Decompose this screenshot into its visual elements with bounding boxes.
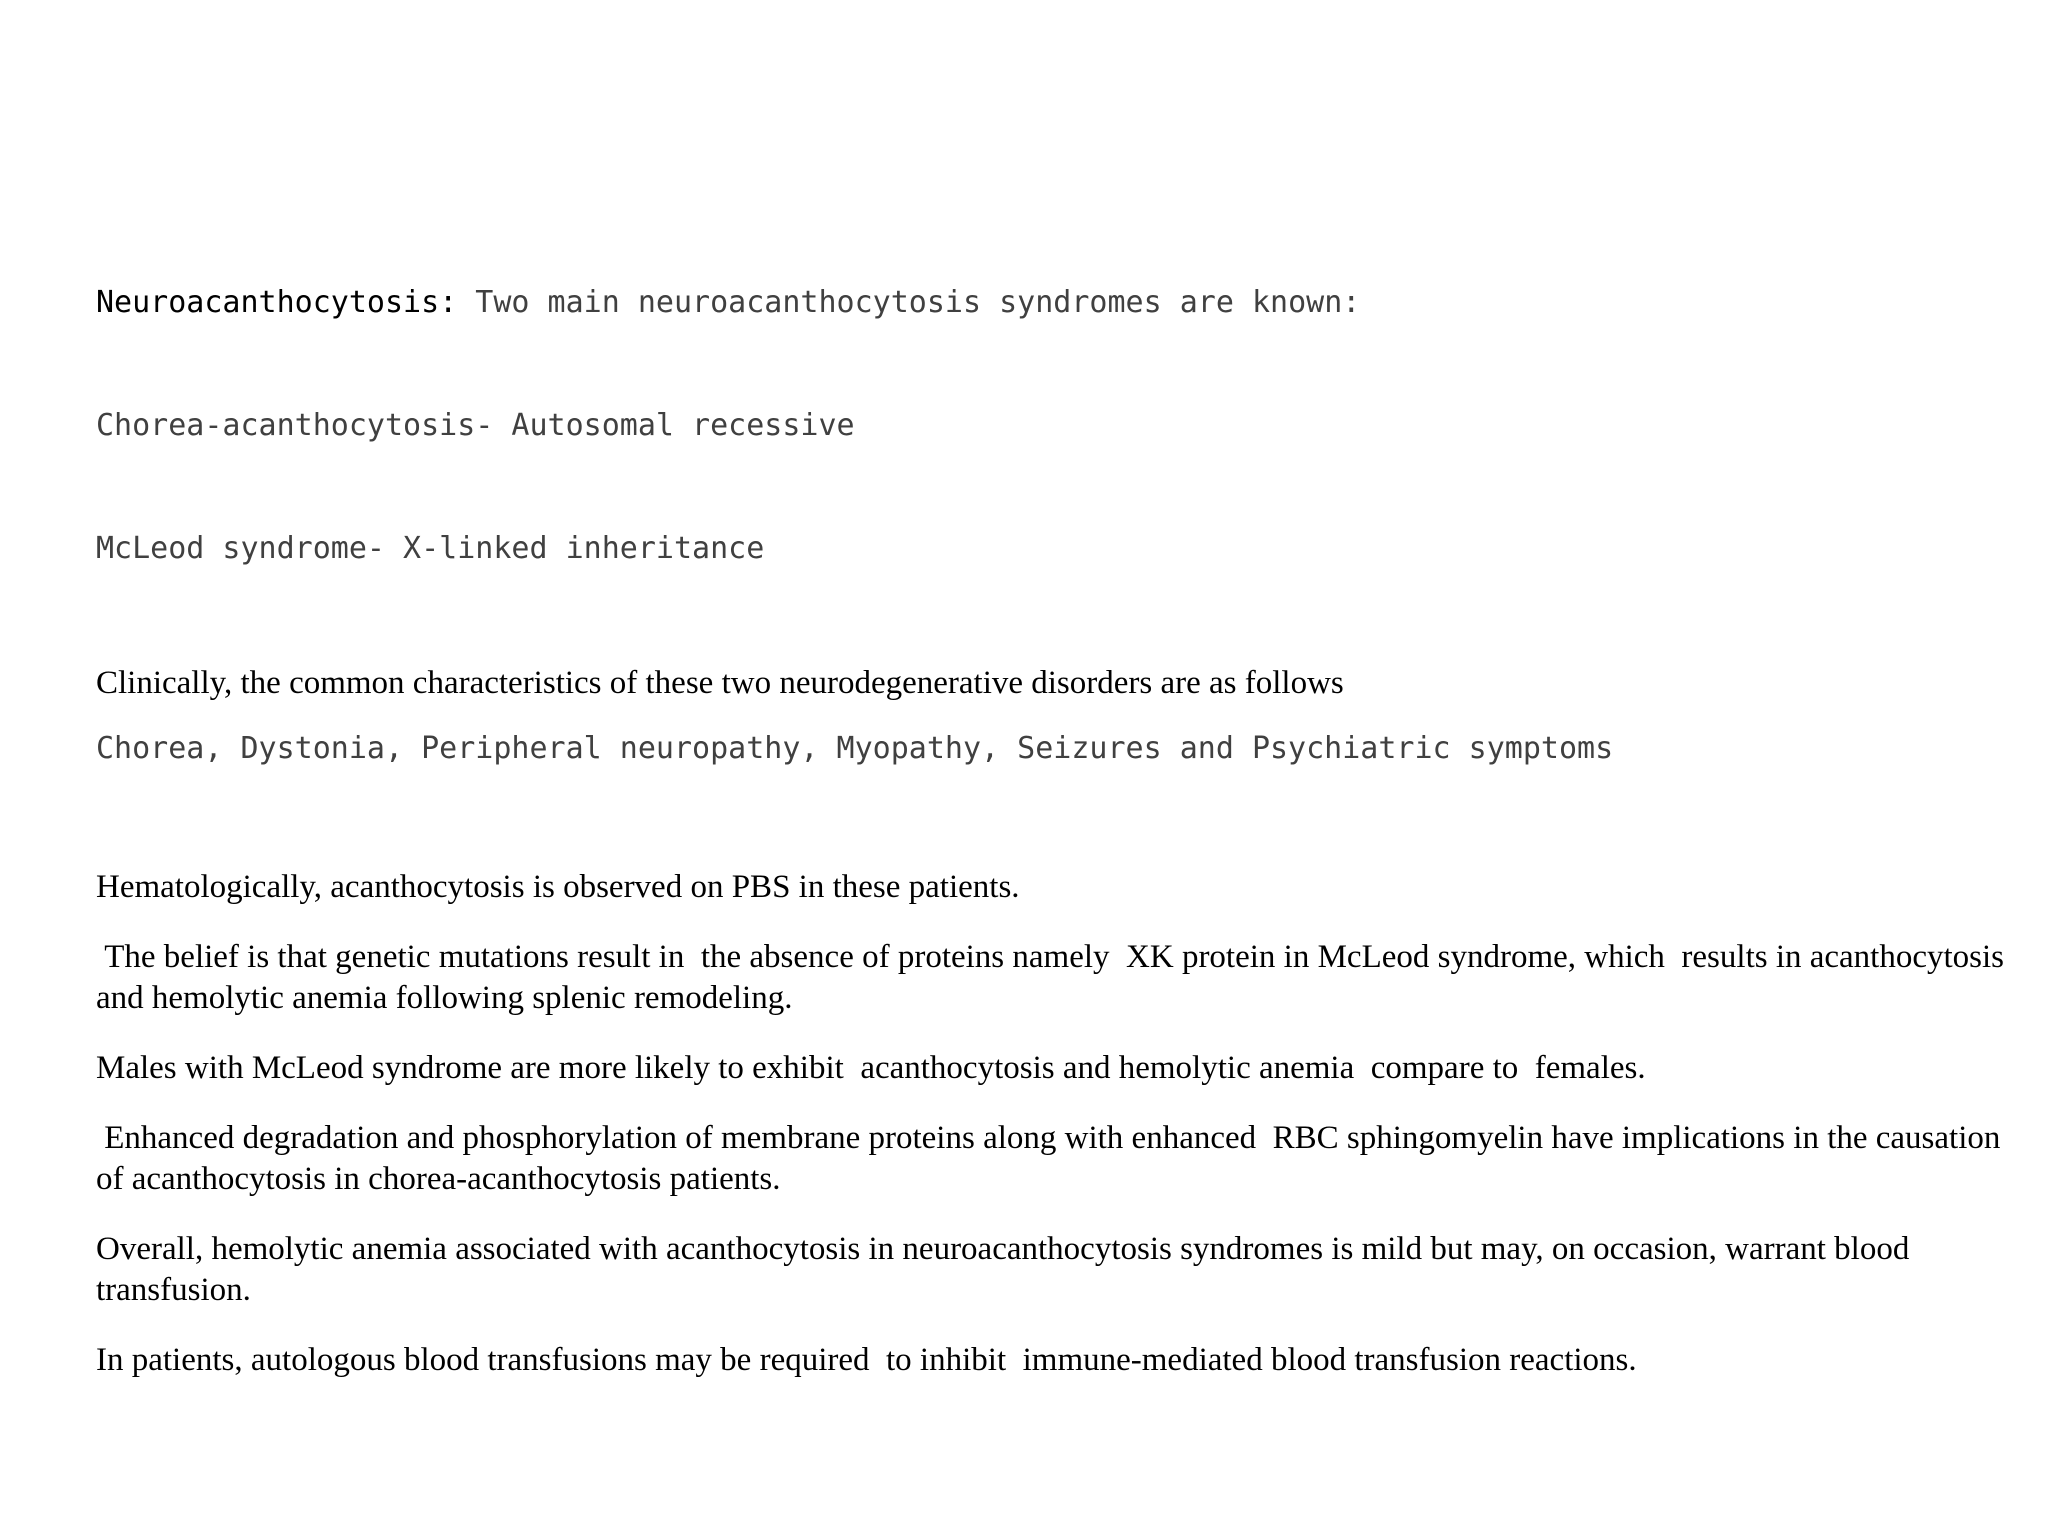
paragraph-overall: Overall, hemolytic anemia associated with acanthocytosis in neuroacanthocytosis syndromes is mild but may, on occasion, warrant blood transfusion. xyxy=(96,1231,1910,1308)
intro-line-2: Chorea-acanthocytosis- Autosomal recessive xyxy=(96,408,855,443)
intro-lead-term: Neuroacanthocytosis: xyxy=(96,285,458,320)
symptoms-line: Chorea, Dystonia, Peripheral neuropathy, Myopathy, Seizures and Psychiatric symptoms xyxy=(96,731,1614,766)
intro-block xyxy=(96,200,2016,651)
paragraph-males: Males with McLeod syndrome are more likely to exhibit acanthocytosis and hemolytic anemia compare to females. xyxy=(96,1050,1646,1086)
paragraph-genetic-belief: The belief is that genetic mutations result in the absence of proteins namely XK protein in McLeod syndrome, which results in acanthocytosis and hemolytic anemia following splenic remodeling. xyxy=(96,939,2013,1016)
paragraph-enhanced-degradation: Enhanced degradation and phosphorylation of membrane proteins along with enhanced RBC sphingomyelin have implications in the causation of acanthocytosis in chorea-acanthocytosis patients. xyxy=(96,1120,2009,1197)
intro-line-1-text: Two main neuroacanthocytosis syndromes are known: xyxy=(457,285,1361,320)
paragraph-autologous: In patients, autologous blood transfusions may be required to inhibit immune-mediated blood transfusion reactions. xyxy=(96,1342,1637,1378)
paragraph-hematologic: Hematologically, acanthocytosis is observed on PBS in these patients. xyxy=(96,869,1020,905)
clinical-heading: Clinically, the common characteristics of these two neurodegenerative disorders are as follows xyxy=(96,665,1344,701)
intro-line-3: McLeod syndrome- X-linked inheritance xyxy=(96,531,765,566)
intro-line-1 xyxy=(96,282,2016,323)
slide-content xyxy=(96,200,2016,1381)
